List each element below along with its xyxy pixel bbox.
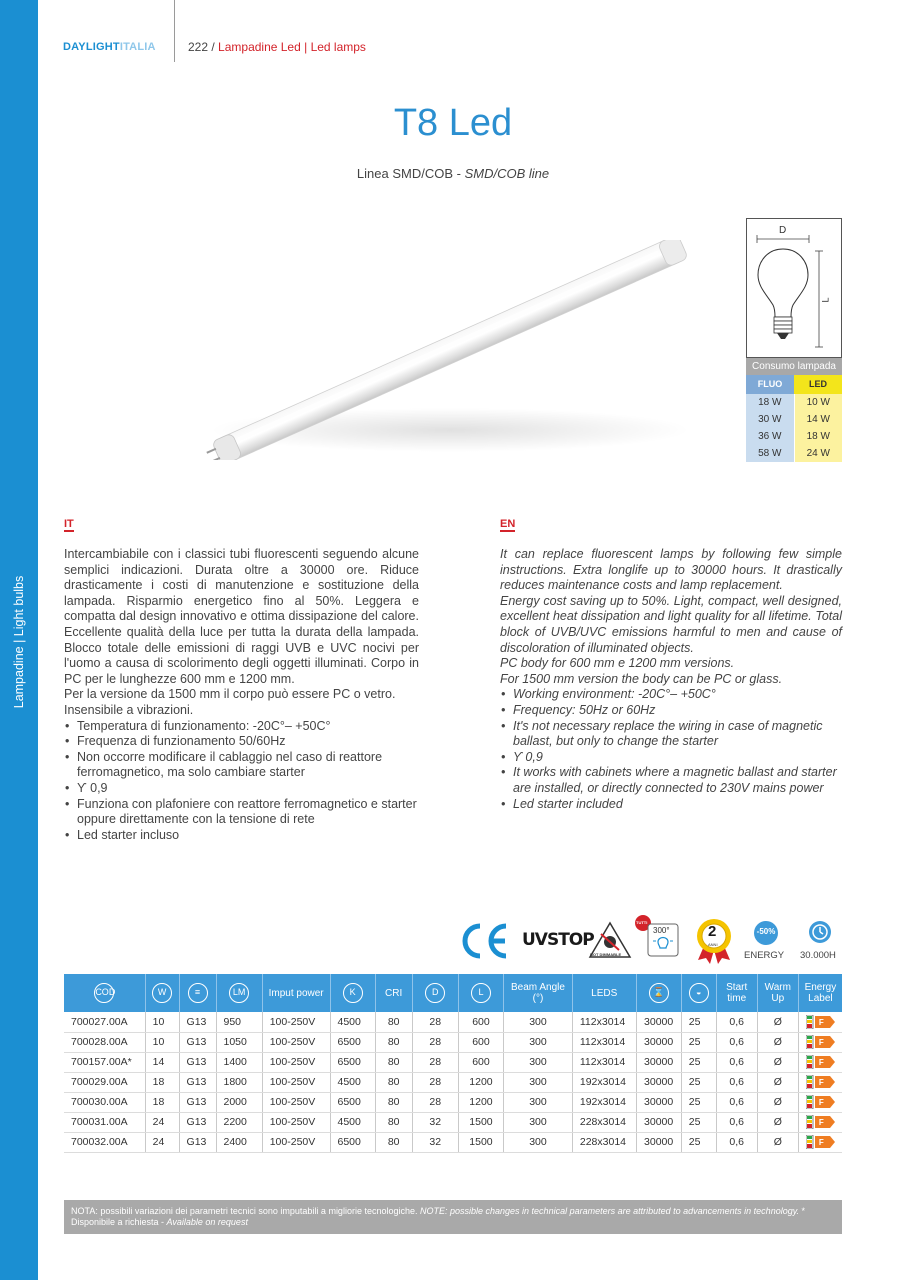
- en-paragraph: It can replace fluorescent lamps by following few simple instructions. Extra longlife up to 30000 hours. It drastically reduces maintenance costs and lamp replacement.: [500, 547, 842, 593]
- dimension-l-label: L: [820, 297, 831, 303]
- col-start-time: Start time: [716, 974, 757, 1012]
- it-feature-list: [64, 719, 419, 844]
- table-cell: 10: [145, 1032, 179, 1052]
- col-length: [458, 974, 503, 1012]
- list-item: • Non occorre modificare il cablaggio nel caso di reattore ferromagnetico, ma solo cambiare starter: [64, 750, 419, 781]
- side-label: Lampadine | Light bulbs: [12, 575, 26, 709]
- subtitle-en: SMD/COB line: [464, 166, 550, 181]
- table-cell: 192x3014: [572, 1072, 636, 1092]
- list-item: • Frequency: 50Hz or 60Hz: [500, 703, 842, 719]
- table-cell: 700027.00A: [64, 1012, 145, 1032]
- diameter-icon: D: [425, 983, 445, 1003]
- col-leds: LEDS: [572, 974, 636, 1012]
- table-cell: 1200: [458, 1092, 503, 1112]
- table-cell: 14: [145, 1052, 179, 1072]
- table-row: [64, 1012, 842, 1032]
- fluo-watt: 58 W: [746, 445, 795, 462]
- table-cell: Ø: [757, 1092, 798, 1112]
- table-header-row: [64, 974, 842, 1012]
- energy-class: F: [818, 1057, 824, 1067]
- spec-table-body: [64, 1012, 842, 1152]
- not-dimmable-label: NOT DIMMABLE: [590, 952, 622, 957]
- table-cell: G13: [179, 1012, 216, 1032]
- warranty-word: ANNI: [708, 942, 718, 947]
- fluo-watt: 18 W: [746, 394, 795, 411]
- table-cell: 1050: [216, 1032, 262, 1052]
- list-item: • ϒ 0,9: [64, 781, 419, 797]
- side-label-container: [0, 0, 38, 1280]
- table-cell: 700031.00A: [64, 1112, 145, 1132]
- table-cell: 80: [375, 1012, 412, 1032]
- col-diameter: [412, 974, 458, 1012]
- table-cell: 100-250V: [262, 1012, 330, 1032]
- led-watt: 10 W: [795, 394, 843, 411]
- table-cell: 228x3014: [572, 1132, 636, 1152]
- it-paragraph: Intercambiabile con i classici tubi fluorescenti seguendo alcune semplici indicazioni. Durata oltre a 30000 ore. Riduce drasticamente i costi di manutenzione e sostituzione della lampada. Risparmio energetico fino al 50%. Leggera e compatta dal design innovativo e ottima dissipazione del calore. Eccellente qualità della luce per tutta la durata della lampada. Blocco totale delle emissioni di raggi UVB e UVC nocivi per l'uomo a causa di scolorimento degli oggetti illuminati. Corpo in PC per le lunghezze 600 mm e 1200 mm.: [64, 547, 419, 686]
- list-item: • It works with cabinets where a magnetic ballast and starter are installed, or directly connected to 230V mains power: [500, 765, 842, 796]
- table-cell: 700029.00A: [64, 1072, 145, 1092]
- energy-class-cell: [798, 1112, 842, 1132]
- table-cell: 0,6: [716, 1132, 757, 1152]
- table-cell: 30000: [636, 1132, 681, 1152]
- table-cell: 32: [412, 1112, 458, 1132]
- table-cell: 30000: [636, 1112, 681, 1132]
- energy-class: F: [818, 1037, 824, 1047]
- table-cell: 25: [681, 1052, 716, 1072]
- list-item: • Led starter incluso: [64, 828, 419, 844]
- energy-class-cell: [798, 1132, 842, 1152]
- table-cell: 0,6: [716, 1012, 757, 1032]
- table-cell: 80: [375, 1132, 412, 1152]
- table-cell: 700028.00A: [64, 1032, 145, 1052]
- fluo-watt: 36 W: [746, 428, 795, 445]
- table-cell: 112x3014: [572, 1012, 636, 1032]
- col-lumen: [216, 974, 262, 1012]
- list-item: • Working environment: -20C°– +50C°: [500, 687, 842, 703]
- table-row: [64, 1032, 842, 1052]
- table-cell: 1800: [216, 1072, 262, 1092]
- socket-icon: ≡: [188, 983, 208, 1003]
- table-cell: 6500: [330, 1052, 375, 1072]
- table-cell: 100-250V: [262, 1052, 330, 1072]
- list-item: • ϒ 0,9: [500, 750, 842, 766]
- table-cell: 18: [145, 1072, 179, 1092]
- table-cell: 2000: [216, 1092, 262, 1112]
- table-cell: 300: [504, 1132, 573, 1152]
- table-cell: G13: [179, 1032, 216, 1052]
- energy-class: F: [818, 1017, 824, 1027]
- table-cell: 80: [375, 1032, 412, 1052]
- led-watt: 14 W: [795, 411, 843, 428]
- col-cri: CRI: [375, 974, 412, 1012]
- energy-class-cell: [798, 1052, 842, 1072]
- col-input-power: Imput power: [262, 974, 330, 1012]
- table-cell: 112x3014: [572, 1052, 636, 1072]
- col-beam-angle: Beam Angle (°): [504, 974, 573, 1012]
- table-cell: 300: [504, 1112, 573, 1132]
- table-cell: 600: [458, 1032, 503, 1052]
- table-cell: Ø: [757, 1012, 798, 1032]
- col-led: LED: [794, 375, 842, 394]
- led-watt: 18 W: [795, 428, 843, 445]
- page-number: 222 /: [188, 40, 215, 54]
- table-cell: 18: [145, 1092, 179, 1112]
- table-cell: 1500: [458, 1112, 503, 1132]
- table-cell: Ø: [757, 1072, 798, 1092]
- table-cell: 100-250V: [262, 1132, 330, 1152]
- table-cell: 80: [375, 1052, 412, 1072]
- table-cell: 300: [504, 1052, 573, 1072]
- en-paragraph-2: Energy cost saving up to 50%. Light, compact, well designed, excellent heat dissipation and light quality for all lifetime. Total block of UVB/UVC emissions harmful to men and cause of discoloration of illuminated objects.: [500, 593, 842, 655]
- table-cell: 30000: [636, 1092, 681, 1112]
- energy-class-cell: [798, 1012, 842, 1032]
- table-cell: 30000: [636, 1052, 681, 1072]
- table-cell: 25: [681, 1072, 716, 1092]
- tutti-label: TUTTI: [636, 920, 648, 925]
- product-subtitle: [0, 166, 906, 181]
- table-cell: G13: [179, 1092, 216, 1112]
- table-cell: G13: [179, 1112, 216, 1132]
- section-link[interactable]: Lampadine Led | Led lamps: [218, 40, 366, 54]
- it-paragraph-2: Per la versione da 1500 mm il corpo può essere PC o vetro. Insensibile a vibrazioni.: [64, 687, 396, 717]
- col-energy-label: Energy Label: [798, 974, 842, 1012]
- table-cell: 600: [458, 1052, 503, 1072]
- table-cell: 0,6: [716, 1072, 757, 1092]
- code-icon: COD: [94, 983, 114, 1003]
- table-cell: 300: [504, 1072, 573, 1092]
- table-cell: 300: [504, 1032, 573, 1052]
- table-cell: G13: [179, 1052, 216, 1072]
- energy-class: F: [818, 1097, 824, 1107]
- bulb-dimension-diagram: [746, 218, 842, 358]
- energy-saving-value: -50%: [756, 927, 776, 936]
- table-cell: 4500: [330, 1112, 375, 1132]
- table-cell: 600: [458, 1012, 503, 1032]
- consumption-table: [746, 358, 842, 462]
- breadcrumb: [188, 40, 366, 54]
- table-row: [64, 1092, 842, 1112]
- fluo-watt: 30 W: [746, 411, 795, 428]
- en-paragraph-4: For 1500 mm version the body can be PC or glass.: [500, 671, 783, 686]
- note-avail-en: Available on request: [166, 1217, 248, 1227]
- note-en: NOTE: possible changes in technical parameters are attributed to advancements in technology.: [420, 1206, 800, 1216]
- energy-class-cell: [798, 1072, 842, 1092]
- table-cell: 1200: [458, 1072, 503, 1092]
- table-cell: G13: [179, 1072, 216, 1092]
- col-lifetime: [636, 974, 681, 1012]
- table-cell: 950: [216, 1012, 262, 1032]
- table-cell: 30000: [636, 1072, 681, 1092]
- table-cell: 1500: [458, 1132, 503, 1152]
- led-tube-image: [190, 240, 710, 460]
- col-watt: [145, 974, 179, 1012]
- col-fluo: FLUO: [746, 375, 794, 394]
- table-cell: G13: [179, 1132, 216, 1152]
- table-cell: 24: [145, 1132, 179, 1152]
- table-cell: 25: [681, 1132, 716, 1152]
- table-cell: 700032.00A: [64, 1132, 145, 1152]
- table-cell: 28: [412, 1052, 458, 1072]
- table-cell: 2200: [216, 1112, 262, 1132]
- consumption-columns: [746, 375, 842, 394]
- lifetime-label: 30.000H: [800, 950, 836, 961]
- led-watt: 24 W: [795, 445, 843, 462]
- col-warm-up: Warm Up: [757, 974, 798, 1012]
- consumption-row: [746, 411, 842, 428]
- spec-table: [64, 974, 842, 1153]
- table-cell: 80: [375, 1092, 412, 1112]
- table-cell: 112x3014: [572, 1032, 636, 1052]
- table-row: [64, 1052, 842, 1072]
- uv-stop-icon: [522, 930, 594, 950]
- table-cell: 100-250V: [262, 1112, 330, 1132]
- subtitle-it: Linea SMD/COB -: [356, 166, 465, 181]
- table-cell: 25: [681, 1032, 716, 1052]
- table-cell: 28: [412, 1072, 458, 1092]
- table-cell: 0,6: [716, 1052, 757, 1072]
- energy-class: F: [818, 1077, 824, 1087]
- table-cell: 25: [681, 1012, 716, 1032]
- ce-mark-icon: [456, 922, 510, 960]
- table-cell: 10: [145, 1012, 179, 1032]
- table-cell: 25: [681, 1112, 716, 1132]
- table-cell: 228x3014: [572, 1112, 636, 1132]
- page-title: T8 Led: [393, 102, 513, 144]
- table-cell: 32: [412, 1132, 458, 1152]
- table-cell: 700157.00A*: [64, 1052, 145, 1072]
- brand-sub: ITALIA: [119, 41, 156, 53]
- table-cell: 6500: [330, 1032, 375, 1052]
- warranty-years: 2: [708, 923, 717, 940]
- table-cell: 0,6: [716, 1032, 757, 1052]
- dimension-d-label: D: [779, 225, 787, 236]
- table-cell: 2400: [216, 1132, 262, 1152]
- table-cell: Ø: [757, 1112, 798, 1132]
- table-cell: 100-250V: [262, 1072, 330, 1092]
- table-cell: Ø: [757, 1132, 798, 1152]
- consumption-row: [746, 445, 842, 462]
- table-cell: 4500: [330, 1072, 375, 1092]
- energy-label: ENERGY: [744, 950, 785, 961]
- watt-icon: W: [152, 983, 172, 1003]
- table-cell: Ø: [757, 1032, 798, 1052]
- en-description: [500, 547, 842, 812]
- note-it: NOTA: possibili variazioni dei parametri tecnici sono imputabili a migliorie tecnologiche.: [71, 1206, 420, 1216]
- table-row: [64, 1072, 842, 1092]
- table-cell: 100-250V: [262, 1032, 330, 1052]
- brand-main: DAYLIGHT: [63, 41, 120, 53]
- table-cell: Ø: [757, 1052, 798, 1072]
- list-item: • Frequenza di funzionamento 50/60Hz: [64, 734, 419, 750]
- table-cell: 1400: [216, 1052, 262, 1072]
- table-cell: 28: [412, 1032, 458, 1052]
- table-cell: 80: [375, 1112, 412, 1132]
- beam-angle-label: 300°: [653, 926, 670, 935]
- table-row: [64, 1132, 842, 1152]
- it-heading: IT: [64, 518, 74, 530]
- footnote: [64, 1200, 842, 1234]
- consumption-row: [746, 428, 842, 445]
- table-cell: 6500: [330, 1132, 375, 1152]
- list-item: • Temperatura di funzionamento: -20C°– +50C°: [64, 719, 419, 735]
- consumption-heading: Consumo lampada: [746, 358, 842, 375]
- lumen-icon: LM: [229, 983, 249, 1003]
- brand-logo: [63, 41, 156, 53]
- en-feature-list: [500, 687, 842, 812]
- table-cell: 28: [412, 1092, 458, 1112]
- header-divider: [174, 0, 175, 62]
- list-item: • Led starter included: [500, 797, 842, 813]
- table-cell: 300: [504, 1012, 573, 1032]
- it-description: [64, 547, 419, 843]
- energy-class-cell: [798, 1032, 842, 1052]
- kelvin-icon: K: [343, 983, 363, 1003]
- table-cell: 25: [681, 1092, 716, 1112]
- note-avail-it: * Disponibile a richiesta -: [71, 1206, 806, 1227]
- en-paragraph-3: PC body for 600 mm e 1200 mm versions.: [500, 656, 735, 671]
- table-cell: 4500: [330, 1012, 375, 1032]
- energy-class: F: [818, 1137, 824, 1147]
- table-cell: 192x3014: [572, 1092, 636, 1112]
- table-cell: 24: [145, 1112, 179, 1132]
- table-cell: 0,6: [716, 1092, 757, 1112]
- uv-stop-text: UVSTOP: [522, 930, 594, 950]
- table-cell: 30000: [636, 1012, 681, 1032]
- list-item: • It's not necessary replace the wiring in case of magnetic ballast, but only to change the starter: [500, 719, 842, 750]
- col-cycles: [681, 974, 716, 1012]
- table-cell: 700030.00A: [64, 1092, 145, 1112]
- table-cell: 6500: [330, 1092, 375, 1112]
- col-socket: [179, 974, 216, 1012]
- lifetime-icon: ⌛: [649, 983, 669, 1003]
- table-cell: 300: [504, 1092, 573, 1112]
- col-code: [64, 974, 145, 1012]
- length-icon: L: [471, 983, 491, 1003]
- table-row: [64, 1112, 842, 1132]
- en-heading: EN: [500, 518, 516, 530]
- table-cell: 0,6: [716, 1112, 757, 1132]
- clock-icon: [808, 920, 832, 944]
- table-cell: 80: [375, 1072, 412, 1092]
- energy-class-cell: [798, 1092, 842, 1112]
- col-kelvin: [330, 974, 375, 1012]
- cycles-icon: ◒: [689, 983, 709, 1003]
- energy-class: F: [818, 1117, 824, 1127]
- consumption-row: [746, 394, 842, 411]
- list-item: • Funziona con plafoniere con reattore ferromagnetico e starter oppure direttamente con la tensione di rete: [64, 797, 419, 828]
- table-cell: 28: [412, 1012, 458, 1032]
- table-cell: 100-250V: [262, 1092, 330, 1112]
- table-cell: 30000: [636, 1032, 681, 1052]
